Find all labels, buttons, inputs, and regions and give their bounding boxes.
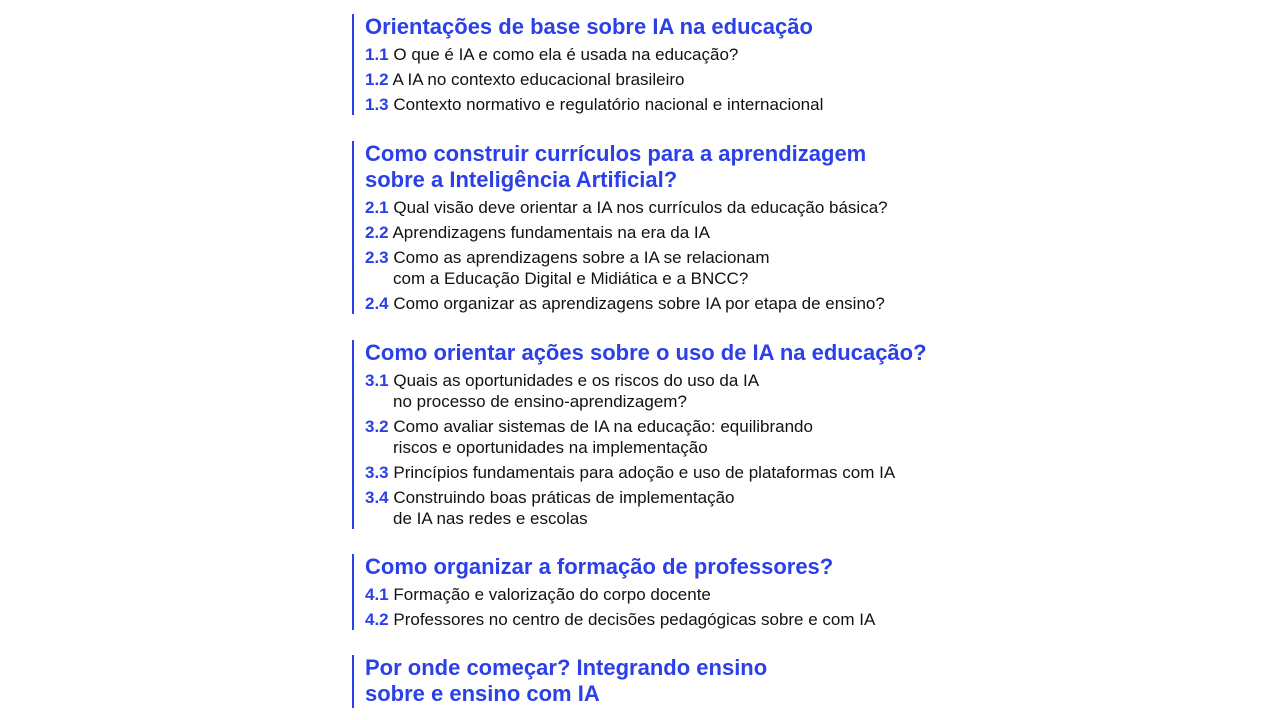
- section-title: Como construir currículos para a aprendizagem sobre a Inteligência Artificial?: [365, 141, 867, 192]
- item-text: Como avaliar sistemas de IA na educação: equilibrando: [393, 417, 813, 436]
- item-number: 3.3: [365, 463, 389, 482]
- item-text: Formação e valorização do corpo docente: [393, 585, 711, 604]
- list-item: [365, 487, 952, 529]
- item-text: Quais as oportunidades e os riscos do uso da IA: [393, 371, 760, 390]
- item-text: Construindo boas práticas de implementação: [393, 488, 735, 507]
- item-text: Princípios fundamentais para adoção e uso de plataformas com IA: [393, 463, 896, 482]
- item-number: 2.3: [365, 248, 389, 267]
- item-number: 3.1: [365, 371, 389, 390]
- list-item: [365, 609, 952, 630]
- section-title: Por onde começar? Integrando ensino sobre e ensino com IA: [365, 655, 768, 706]
- list-item: [365, 197, 952, 218]
- item-text-continuation: no processo de ensino-aprendizagem?: [393, 392, 687, 411]
- item-number: 2.1: [365, 198, 389, 217]
- section-4: [352, 554, 952, 630]
- item-number: 2.2: [365, 223, 389, 242]
- section-3: [352, 340, 952, 529]
- item-text: Aprendizagens fundamentais na era da IA: [392, 223, 710, 242]
- section-1: [352, 14, 952, 115]
- item-number: 1.2: [365, 70, 389, 89]
- list-item: [365, 370, 952, 412]
- item-text: Qual visão deve orientar a IA nos currículos da educação básica?: [393, 198, 888, 217]
- list-item: [365, 293, 952, 314]
- list-item: [365, 69, 952, 90]
- list-item: [365, 222, 952, 243]
- item-text: Professores no centro de decisões pedagógicas sobre e com IA: [393, 610, 876, 629]
- section-2: [352, 141, 952, 314]
- item-number: 4.2: [365, 610, 389, 629]
- item-text: Como as aprendizagens sobre a IA se relacionam: [393, 248, 770, 267]
- item-number: 2.4: [365, 294, 389, 313]
- item-text: A IA no contexto educacional brasileiro: [392, 70, 685, 89]
- section-title: Orientações de base sobre IA na educação: [365, 14, 813, 39]
- item-number: 3.4: [365, 488, 389, 507]
- item-text: Contexto normativo e regulatório nacional e internacional: [393, 95, 824, 114]
- list-item: [365, 584, 952, 605]
- section-title: Como organizar a formação de professores?: [365, 554, 834, 579]
- item-text: Como organizar as aprendizagens sobre IA por etapa de ensino?: [393, 294, 885, 313]
- item-number: 3.2: [365, 417, 389, 436]
- item-text-continuation: de IA nas redes e escolas: [393, 509, 588, 528]
- item-text-continuation: riscos e oportunidades na implementação: [393, 438, 708, 457]
- list-item: [365, 247, 952, 289]
- item-number: 1.1: [365, 45, 389, 64]
- section-5: [352, 655, 952, 708]
- section-title: Como orientar ações sobre o uso de IA na educação?: [365, 340, 927, 365]
- item-text: O que é IA e como ela é usada na educação?: [393, 45, 739, 64]
- item-text-continuation: com a Educação Digital e Midiática e a BNCC?: [393, 269, 749, 288]
- list-item: [365, 44, 952, 65]
- item-number: 4.1: [365, 585, 389, 604]
- list-item: [365, 416, 952, 458]
- list-item: [365, 462, 952, 483]
- item-number: 1.3: [365, 95, 389, 114]
- list-item: [365, 94, 952, 115]
